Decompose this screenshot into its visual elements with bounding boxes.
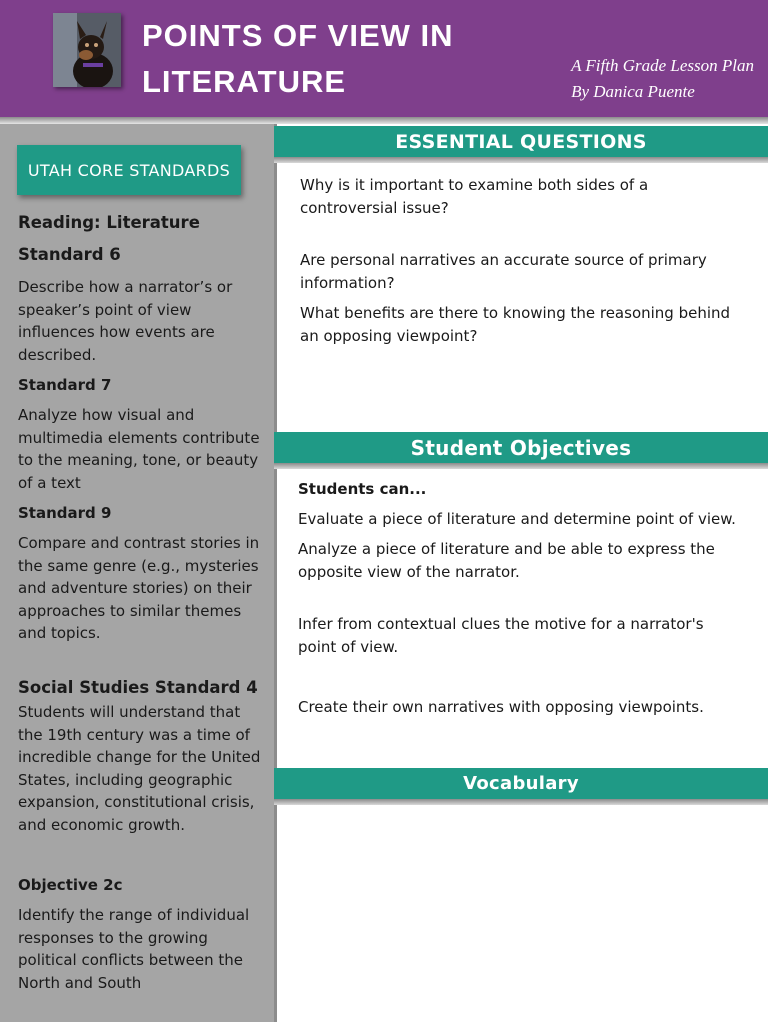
standard-9-text: Compare and contrast stories in the same genre (e.g., mysteries and adventure stories) on their approaches to similar themes and topics. xyxy=(18,534,260,642)
students-can-intro: Students can... xyxy=(298,480,427,498)
subtitle xyxy=(571,53,754,105)
objective-item-1: Evaluate a piece of literature and determine point of view. xyxy=(298,510,736,528)
objective-item-2: Analyze a piece of literature and be able to express the opposite view of the narrator. xyxy=(298,540,715,581)
social-studies-text: Students will understand that the 19th century was a time of incredible change for the United States, including geographic expansion, constitutional crisis, and economic growth. xyxy=(18,703,261,834)
page-title xyxy=(142,13,562,105)
header-banner xyxy=(0,0,768,117)
vocabulary-header: Vocabulary xyxy=(274,768,768,799)
essential-question-1: Why is it important to examine both sides of a controversial issue? xyxy=(300,176,649,217)
standard-9-label: Standard 9 xyxy=(18,504,112,522)
standard-7-text: Analyze how visual and multimedia elements contribute to the meaning, tone, or beauty of a text xyxy=(18,406,260,492)
social-studies-heading: Social Studies Standard 4 xyxy=(18,678,258,697)
vocabulary-shadow xyxy=(274,799,768,805)
utah-core-standards-box: UTAH CORE STANDARDS xyxy=(17,145,241,195)
objective-item-3: Infer from contextual clues the motive for a narrator's point of view. xyxy=(298,615,704,656)
essential-questions-shadow xyxy=(274,157,768,163)
header-shadow xyxy=(0,117,768,124)
objective-2c-text: Identify the range of individual responses to the growing political conflicts between the North and South xyxy=(18,906,250,992)
objective-2c-label: Objective 2c xyxy=(18,876,123,894)
reading-literature-heading: Reading: Literature xyxy=(18,213,200,232)
student-objectives-shadow xyxy=(274,463,768,469)
standard-6-text: Describe how a narrator’s or speaker’s point of view influences how events are described. xyxy=(18,278,233,364)
objective-item-4: Create their own narratives with opposing viewpoints. xyxy=(298,698,704,716)
dog-photo xyxy=(53,13,121,87)
subtitle-line-2: By Danica Puente xyxy=(571,82,695,101)
sidebar xyxy=(0,124,277,1022)
title-line-2: LITERATURE xyxy=(142,64,347,99)
essential-questions-header: ESSENTIAL QUESTIONS xyxy=(274,126,768,157)
standard-6-label: Standard 6 xyxy=(18,245,121,264)
student-objectives-header: Student Objectives xyxy=(274,432,768,463)
standard-7-label: Standard 7 xyxy=(18,376,112,394)
essential-question-2: Are personal narratives an accurate source of primary information? xyxy=(300,251,707,292)
essential-question-3: What benefits are there to knowing the reasoning behind an opposing viewpoint? xyxy=(300,304,731,345)
subtitle-line-1: A Fifth Grade Lesson Plan xyxy=(571,56,754,75)
title-line-1: POINTS OF VIEW IN xyxy=(142,18,454,53)
